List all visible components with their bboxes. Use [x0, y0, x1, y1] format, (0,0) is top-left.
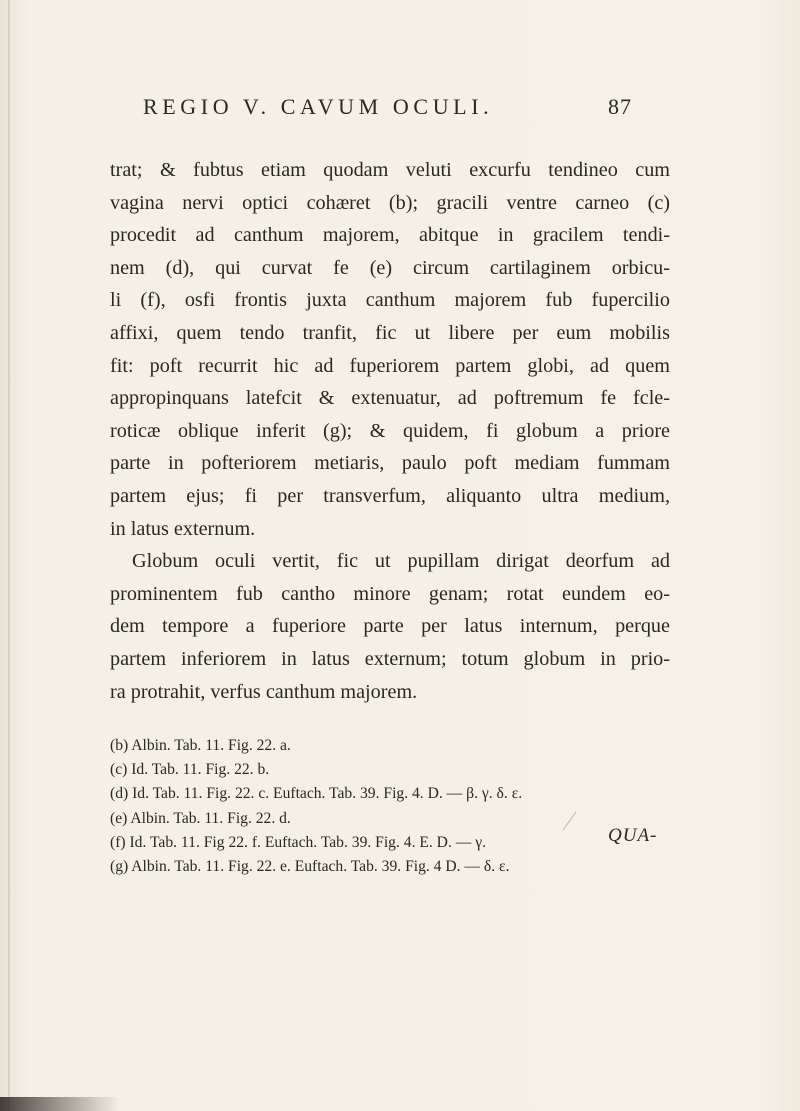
text-line: Globum oculi vertit, fic ut pupillam dirigat deorfum ad — [132, 550, 670, 573]
text-line: in latus externum. — [110, 517, 256, 540]
footnote-e: (e) Albin. Tab. 11. Fig. 22. d. — [110, 809, 291, 827]
body-text — [110, 154, 670, 708]
text-line: vagina nervi optici cohæret (b); gracili ventre carneo (c) — [110, 191, 670, 214]
text-line: partem inferiorem in latus externum; totum globum in prio- — [110, 647, 670, 670]
text-line: procedit ad canthum majorem, abitque in gracilem tendi- — [110, 224, 670, 247]
text-line: trat; & fubtus etiam quodam veluti excurfu tendineo cum — [110, 159, 670, 181]
gutter-shadow — [8, 0, 10, 1111]
text-line: dem tempore a fuperiore parte per latus internum, perque — [110, 615, 670, 638]
text-line: partem ejus; fi per transverfum, aliquanto ultra medium, — [110, 484, 670, 507]
text-line: appropinquans latefcit & extenuatur, ad poftremum fe fcle- — [110, 387, 670, 410]
text-line: li (f), osfi frontis juxta canthum majorem fub fupercilio — [110, 289, 670, 312]
footnote-g: (g) Albin. Tab. 11. Fig. 22. e. Euftach. Tab. 39. Fig. 4 D. — δ. ε. — [110, 857, 510, 875]
catchword: QUA- — [608, 825, 658, 846]
footnote-c: (c) Id. Tab. 11. Fig. 22. b. — [110, 761, 270, 779]
text-line: prominentem fub cantho minore genam; rotat eundem eo- — [110, 582, 670, 605]
running-head: REGIO V. CAVUM OCULI. — [143, 94, 494, 119]
text-line: roticæ oblique inferit (g); & quidem, fi globum a priore — [110, 419, 670, 442]
text-line: ra protrahit, verfus canthum majorem. — [110, 680, 418, 703]
text-line: parte in pofteriorem metiaris, paulo poft mediam fummam — [110, 452, 670, 475]
footnote-b: (b) Albin. Tab. 11. Fig. 22. a. — [110, 737, 291, 754]
page-header — [143, 94, 643, 128]
footnotes — [110, 734, 670, 879]
pencil-stroke-mark — [560, 810, 578, 834]
text-line: nem (d), qui curvat fe (e) circum cartilaginem orbicu- — [110, 256, 670, 279]
footnote-d: (d) Id. Tab. 11. Fig. 22. c. Euftach. Tab. 39. Fig. 4. D. — β. γ. δ. ε. — [110, 785, 523, 803]
text-line: fit: poft recurrit hic ad fuperiorem partem globi, ad quem — [110, 354, 670, 377]
page-edge-smudge — [0, 1097, 120, 1111]
page-number: 87 — [608, 94, 632, 119]
footnote-f: (f) Id. Tab. 11. Fig 22. f. Euftach. Tab. 39. Fig. 4. E. D. — γ. — [110, 833, 487, 851]
text-line: affixi, quem tendo tranfit, fic ut libere per eum mobilis — [110, 321, 670, 344]
